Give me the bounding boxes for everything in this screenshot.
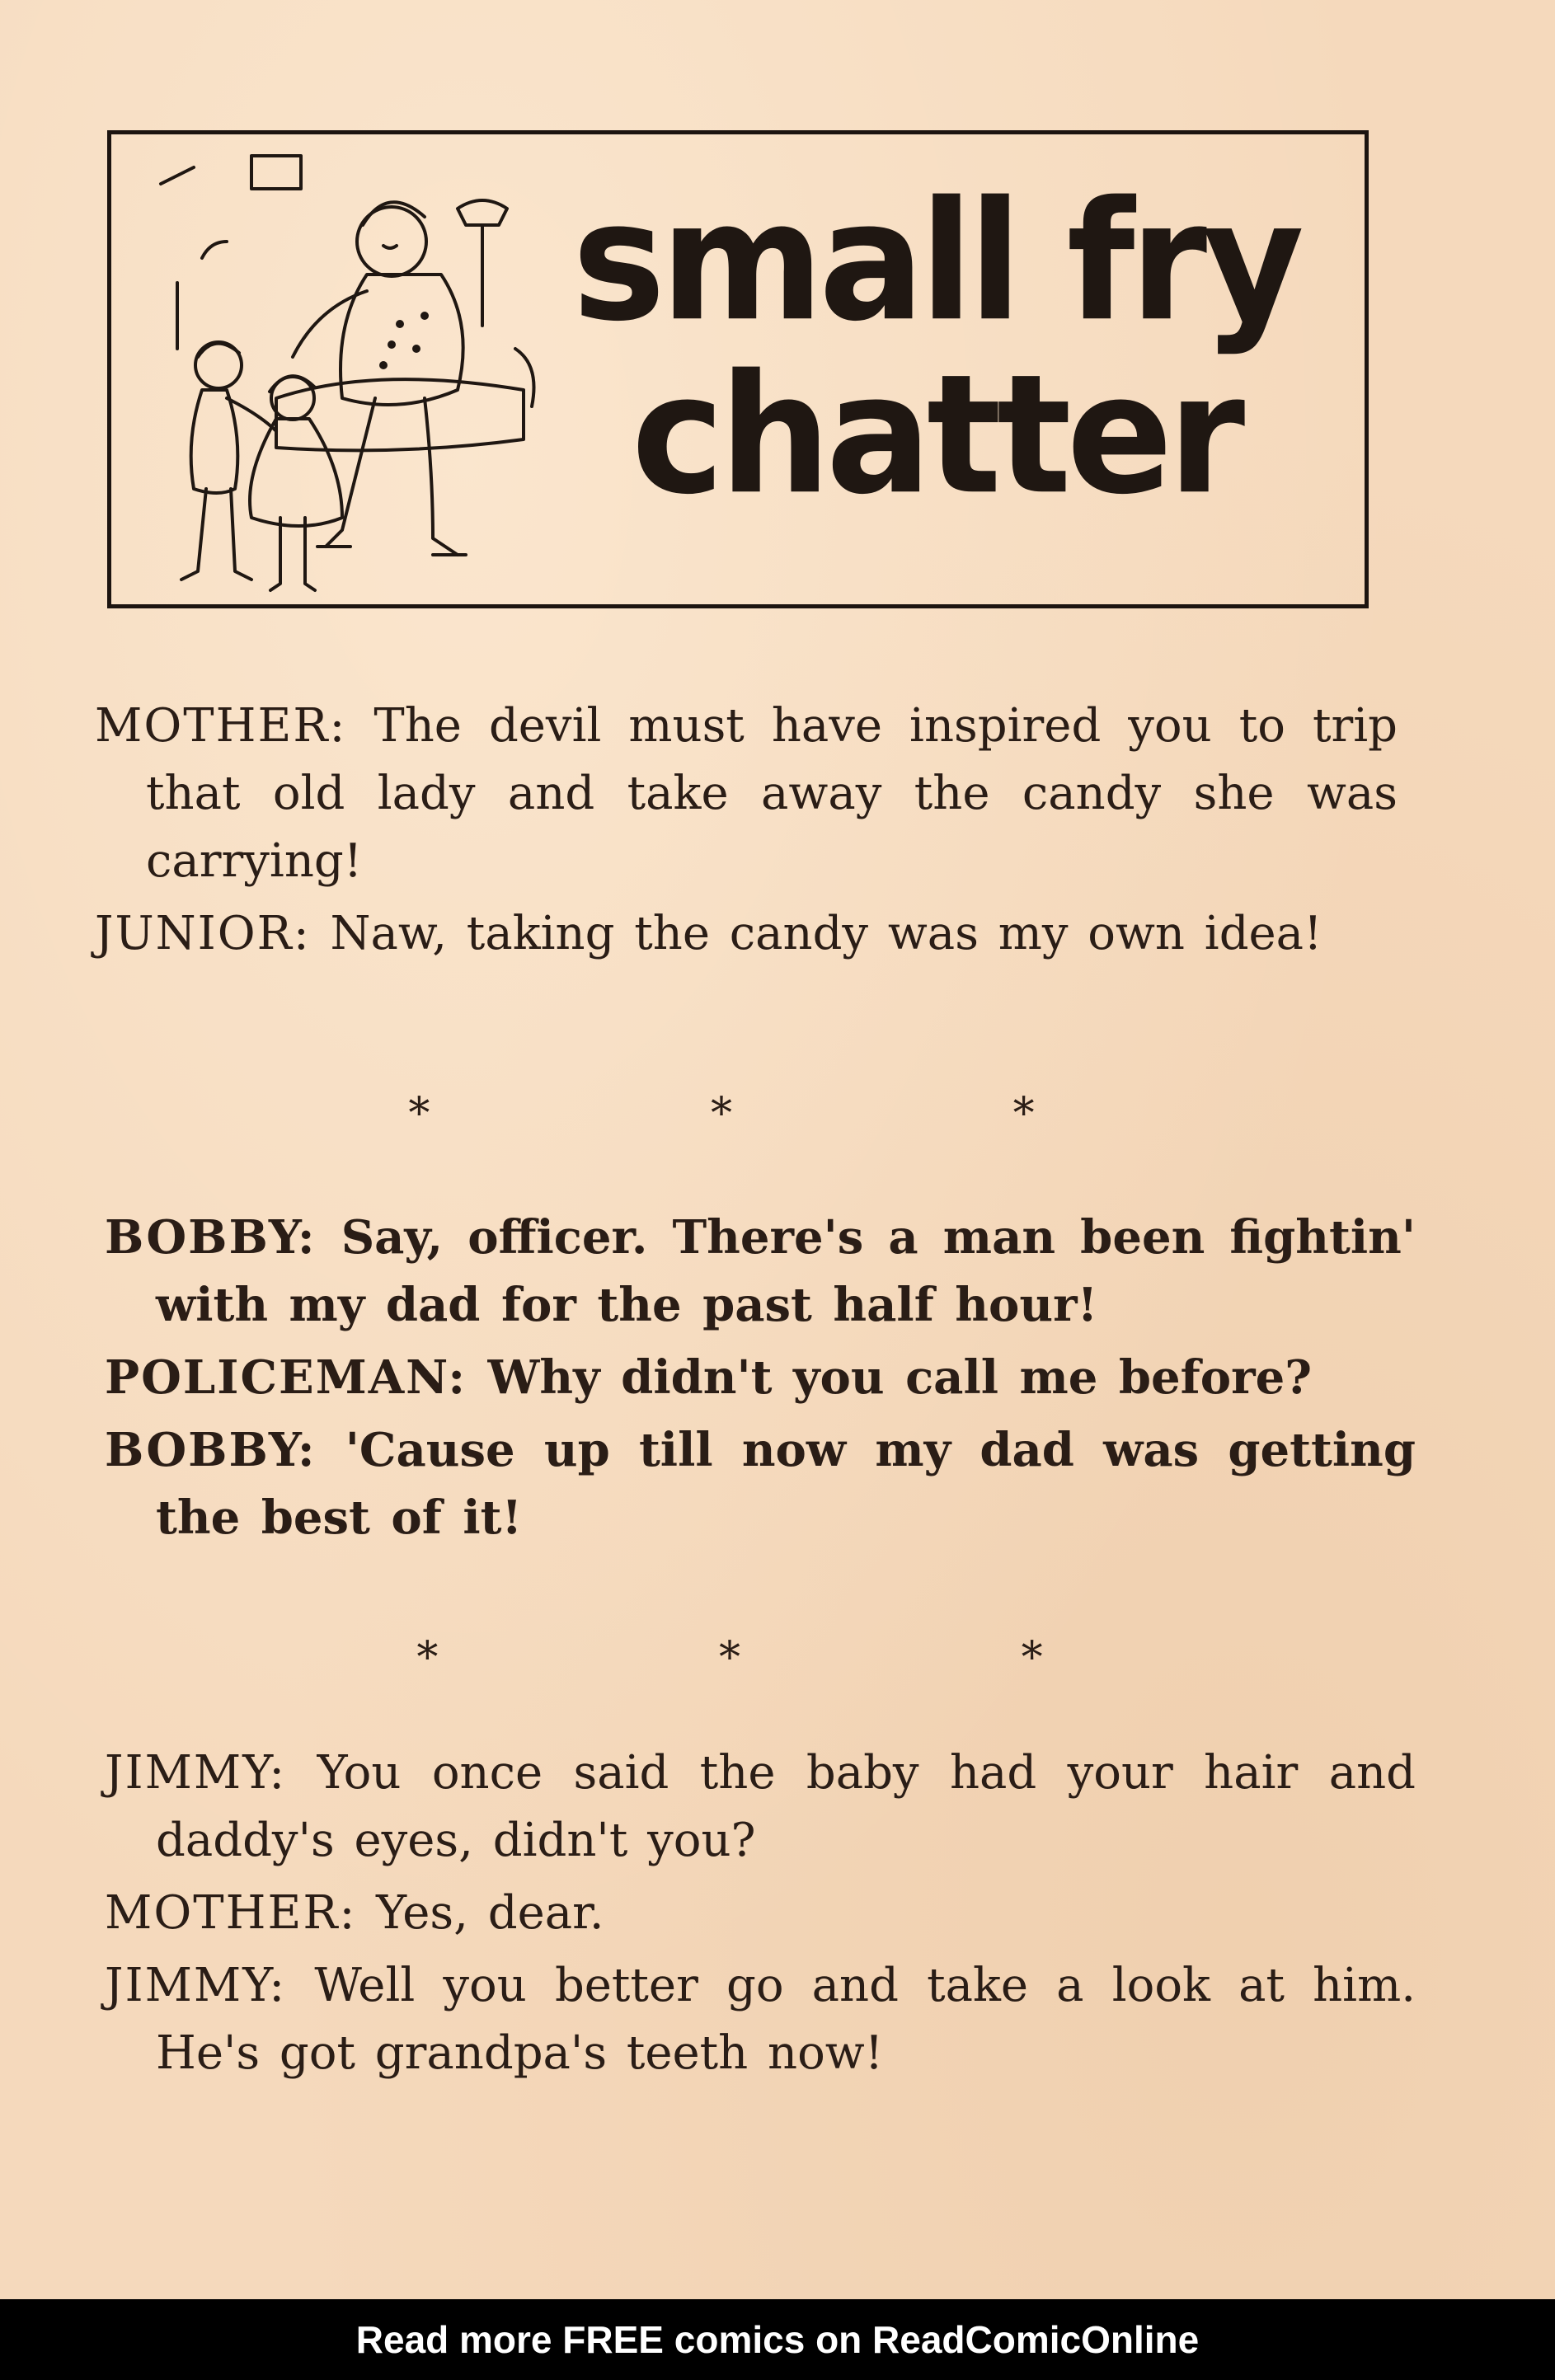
joke-line [95, 900, 1398, 968]
footer-link[interactable]: Read more FREE comics on ReadComicOnline [355, 2318, 1200, 2361]
star: * [1012, 1089, 1035, 1138]
joke-line [105, 1204, 1416, 1339]
speaker-name: JIMMY: [105, 1746, 287, 1800]
speaker-name: MOTHER: [105, 1886, 357, 1940]
joke-line [95, 692, 1398, 895]
footer-banner[interactable] [0, 2299, 1555, 2380]
separator-stars-2 [276, 1624, 1183, 1692]
joke-line [105, 1952, 1416, 2087]
speaker-name: BOBBY: [105, 1210, 317, 1265]
dialogue-text: Naw, taking the candy was my own idea! [330, 907, 1322, 960]
speaker-name: JIMMY: [105, 1959, 287, 2012]
speaker-name: POLICEMAN: [105, 1350, 467, 1405]
star: * [718, 1633, 740, 1683]
speaker-name: JUNIOR: [95, 907, 311, 960]
dialogue-text: Why didn't you call me before? [487, 1350, 1313, 1405]
family-illustration [128, 151, 557, 596]
separator-stars-1 [268, 1080, 1175, 1148]
speaker-name: BOBBY: [105, 1423, 317, 1477]
star: * [416, 1633, 439, 1683]
dialogue-text: 'Cause up till now my dad was getting the best of it! [156, 1423, 1416, 1545]
star: * [1021, 1633, 1043, 1683]
star: * [710, 1089, 732, 1138]
joke-line [105, 1416, 1416, 1551]
joke-line [105, 1344, 1416, 1411]
joke-3 [105, 1739, 1416, 2092]
joke-line [105, 1739, 1416, 1875]
dialogue-text: Say, officer. There's a man been fightin' with my dad for the past half hour! [156, 1210, 1416, 1332]
speaker-name: MOTHER: [95, 699, 347, 753]
joke-line [105, 1880, 1416, 1947]
dialogue-text: The devil must have inspired you to trip that old lady and take away the candy she was carrying! [146, 699, 1398, 888]
title-line-1: small fry [572, 166, 1299, 358]
title-box [107, 130, 1369, 608]
page-title [524, 166, 1348, 531]
dialogue-text: Well you better go and take a look at him. He's got grandpa's teeth now! [156, 1959, 1416, 2080]
title-line-2: chatter [631, 339, 1241, 531]
dialogue-text: Yes, dear. [376, 1886, 604, 1940]
joke-1 [95, 692, 1398, 973]
dialogue-text: You once said the baby had your hair and daddy's eyes, didn't you? [156, 1746, 1416, 1867]
star: * [408, 1089, 430, 1138]
joke-2 [105, 1204, 1416, 1556]
